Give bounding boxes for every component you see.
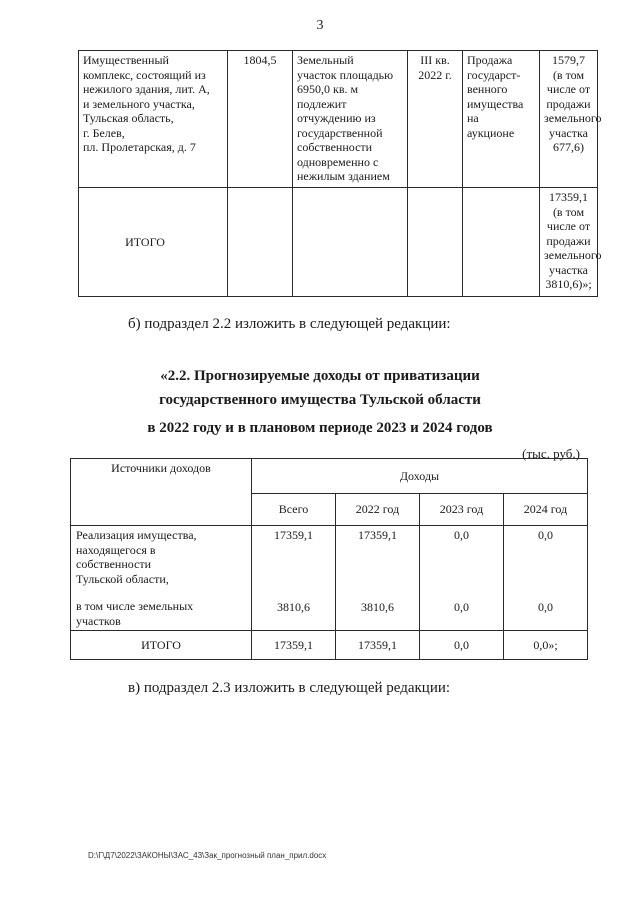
total-value-2024: 0,0»; (504, 631, 588, 660)
method-cell: Продажа государст- венного имущества на аукционе (463, 51, 540, 188)
empty-cell (463, 188, 540, 297)
empty-cell (293, 188, 408, 297)
value-land-total: 3810,6 (277, 599, 310, 614)
empty-cell (408, 188, 463, 297)
empty-cell (228, 188, 293, 297)
total-value-2023: 0,0 (420, 631, 504, 660)
footer-file-path: D:\Г\Д7\2022\ЗАКОНЫ\ЗАС_43\Зак_прогнозный план_прил.docx (88, 851, 327, 860)
total-label-cell: ИТОГО (79, 188, 228, 297)
value-land-2022: 3810,6 (361, 599, 394, 614)
value-cell (336, 526, 420, 631)
source-sublabel: в том числе земельных участков (76, 599, 194, 628)
total-label: ИТОГО (71, 631, 252, 660)
period-cell: III кв. 2022 г. (408, 51, 463, 188)
source-cell (71, 526, 252, 631)
table-row (71, 526, 588, 631)
table-header-row (71, 459, 588, 494)
col-2023-header: 2023 год (420, 494, 504, 526)
value-2023: 0,0 (454, 528, 469, 542)
description-cell: Земельный участок площадью 6950,0 кв. м подлежит отчуждению из государственной собственности одновременно с нежилым зданием (293, 51, 408, 188)
total-value: 17359,1 (252, 631, 336, 660)
total-value-2022: 17359,1 (336, 631, 420, 660)
col-2022-header: 2022 год (336, 494, 420, 526)
page-number: 3 (316, 18, 324, 33)
section-heading-line2: государственного имущества Тульской области (159, 392, 481, 408)
table-row (79, 51, 598, 188)
value-land-2023: 0,0 (454, 599, 469, 614)
value-cell (252, 526, 336, 631)
table-row (79, 188, 598, 297)
paragraph-v: в) подраздел 2.3 изложить в следующей редакции: (128, 680, 451, 696)
total-income-cell: 17359,1 (в том числе от продажи земельного участка 3810,6)»; (540, 188, 598, 297)
section-heading-line3: в 2022 году и в плановом периоде 2023 и 2024 годов (147, 420, 493, 436)
table-total-row (71, 631, 588, 660)
income-header: Доходы (252, 459, 588, 494)
object-name-cell: Имущественный комплекс, состоящий из нежилого здания, лит. А, и земельного участка, Тульская область, г. Белев, пл. Пролетарская, д. 7 (79, 51, 228, 188)
col-2024-header: 2024 год (504, 494, 588, 526)
value-cell (504, 526, 588, 631)
units-label: (тыс. руб.) (522, 446, 580, 461)
value-land-2024: 0,0 (538, 599, 553, 614)
source-label: Реализация имущества, находящегося в собственности Тульской области, (76, 528, 197, 586)
value-cell (420, 526, 504, 631)
forecast-income-table (70, 458, 588, 660)
value-2022: 17359,1 (358, 528, 397, 542)
section-heading-line1: «2.2. Прогнозируемые доходы от приватизации (160, 368, 480, 384)
col-total-header: Всего (252, 494, 336, 526)
value-total: 17359,1 (274, 528, 313, 542)
sources-header: Источники доходов (71, 459, 252, 526)
area-cell: 1804,5 (228, 51, 293, 188)
privatization-objects-table (78, 50, 602, 297)
paragraph-b: б) подраздел 2.2 изложить в следующей редакции: (128, 316, 451, 332)
value-2024: 0,0 (538, 528, 553, 542)
income-cell: 1579,7 (в том числе от продажи земельного участка 677,6) (540, 51, 598, 188)
